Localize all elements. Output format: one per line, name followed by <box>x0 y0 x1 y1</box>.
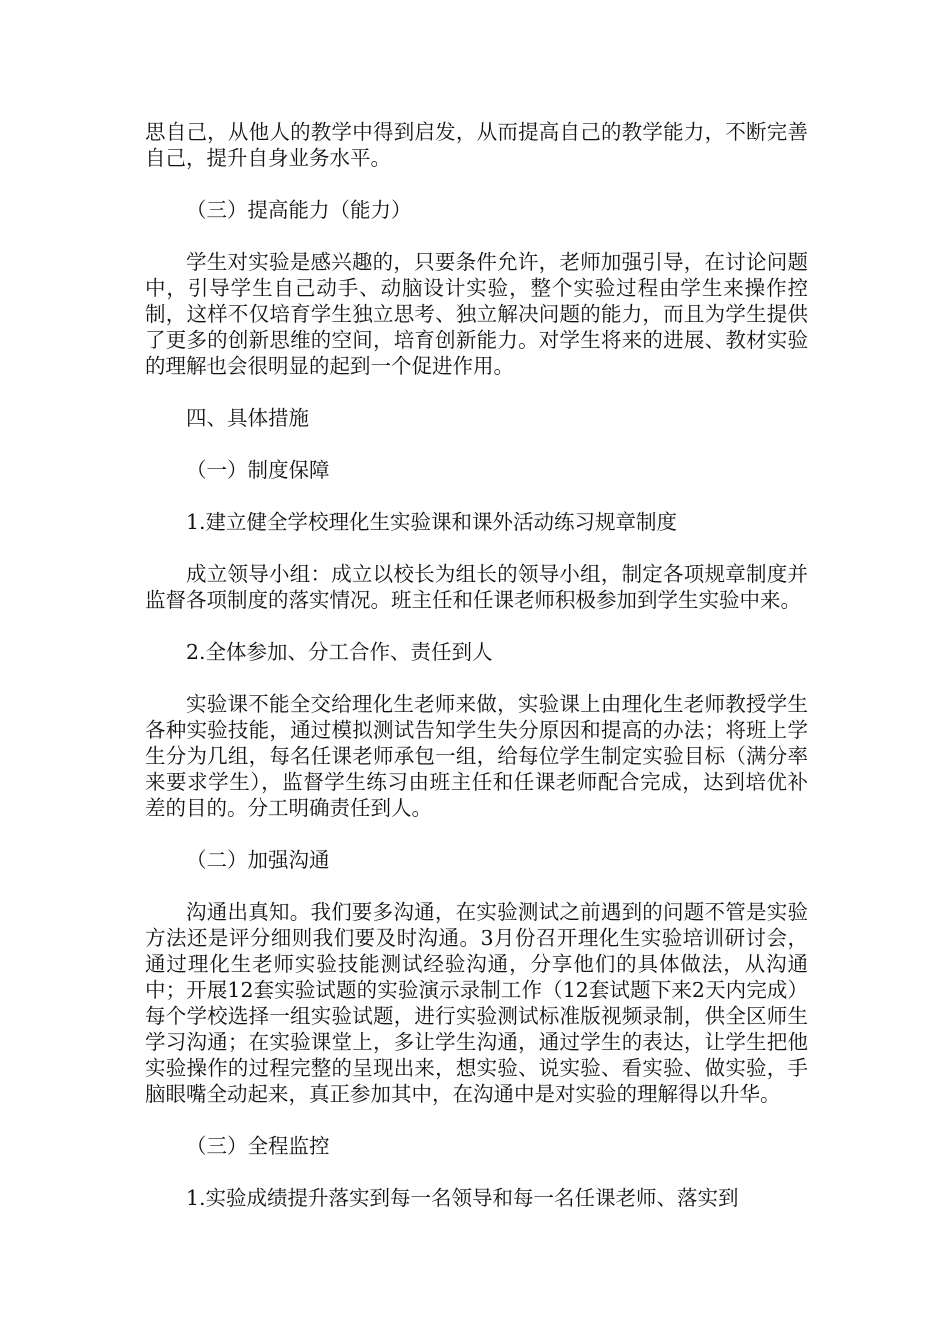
item-1-rules: 1.建立健全学校理化生实验课和课外活动练习规章制度 <box>186 510 678 534</box>
heading-1-system-guarantee: （一）制度保障 <box>186 458 330 482</box>
item-2-division-of-labor: 2.全体参加、分工合作、责任到人 <box>186 640 493 664</box>
item-1-grades: 1.实验成绩提升落实到每一名领导和每一名任课老师、落实到 <box>186 1186 739 1210</box>
paragraph-5: 沟通出真知。我们要多沟通，在实验测试之前遇到的问题不管是实验方法还是评分细则我们要及时沟通。3月份召开理化生实验培训研讨会，通过理化生老师实验技能测试经验沟通，分享他们的具体做法，从沟通中；开展12套实验试题的实验演示录制工作（12套试题下来2天内完成）每个学校选择一组实验试题，进行实验测试标准版视频录制，供全区师生学习沟通；在实验课堂上，多让学生沟通，通过学生的表达，让学生把他实验操作的过程完整的呈现出来，想实验、说实验、看实验、做实验，手脑眼嘴全动起来，真正参加其中，在沟通中是对实验的理解得以升华。 <box>145 900 808 1106</box>
paragraph-2: 学生对实验是感兴趣的，只要条件允许，老师加强引导，在讨论问题中，引导学生自己动手、动脑设计实验，整个实验过程由学生来操作控制，这样不仅培育学生独立思考、独立解决问题的能力，而且为学生提供了更多的创新思维的空间，培育创新能力。对学生将来的进展、教材实验的理解也会很明显的起到一个促进作用。 <box>145 250 808 378</box>
paragraph-4: 实验课不能全交给理化生老师来做，实验课上由理化生老师教授学生各种实验技能，通过模拟测试告知学生失分原因和提高的办法；将班上学生分为几组，每名任课老师承包一组，给每位学生制定实验目标（满分率来要求学生），监督学生练习由班主任和任课老师配合完成，达到培优补差的目的。分工明确责任到人。 <box>145 692 808 820</box>
heading-3-improve-ability: （三）提高能力（能力） <box>186 198 412 222</box>
heading-2-communication: （二）加强沟通 <box>186 848 330 872</box>
heading-3-monitoring: （三）全程监控 <box>186 1134 330 1158</box>
paragraph-3: 成立领导小组：成立以校长为组长的领导小组，制定各项规章制度并监督各项制度的落实情况。班主任和任课老师积极参加到学生实验中来。 <box>145 562 808 612</box>
section-heading-4: 四、具体措施 <box>186 406 309 430</box>
paragraph-1: 思自己，从他人的教学中得到启发，从而提高自己的教学能力，不断完善自己，提升自身业务水平。 <box>145 120 808 170</box>
document-page <box>145 119 808 1211</box>
